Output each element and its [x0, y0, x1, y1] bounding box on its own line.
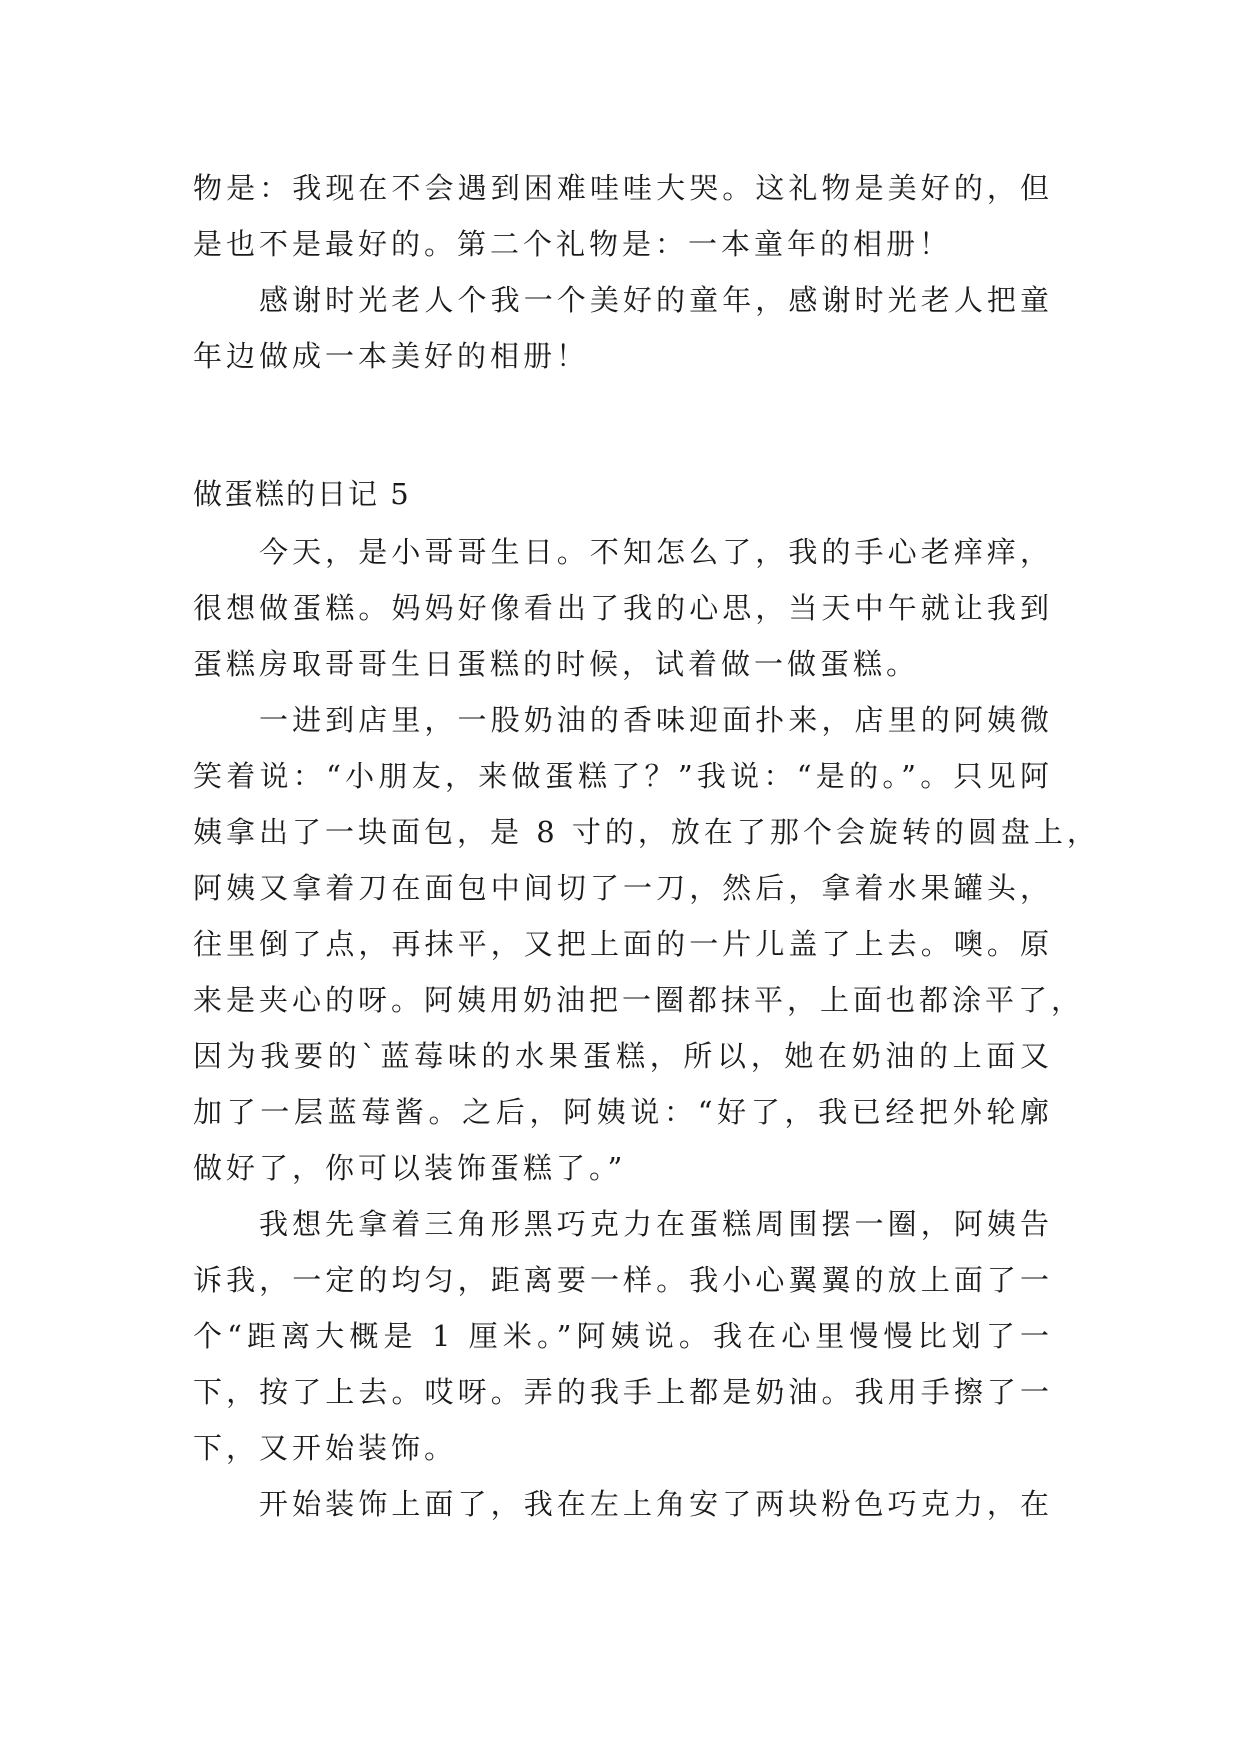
- text-line: 个“距离大概是 1 厘米。”阿姨说。我在心里慢慢比划了一: [193, 1319, 1053, 1353]
- text-line: 往里倒了点，再抹平，又把上面的一片儿盖了上去。噢。原: [193, 927, 1053, 961]
- text-line: 阿姨又拿着刀在面包中间切了一刀，然后，拿着水果罐头，: [193, 871, 1053, 905]
- text-line: 一进到店里，一股奶油的香味迎面扑来，店里的阿姨微: [259, 703, 1053, 737]
- text-line: 因为我要的`蓝莓味的水果蛋糕，所以，她在奶油的上面又: [193, 1039, 1053, 1073]
- text-line: 蛋糕房取哥哥生日蛋糕的时候，试着做一做蛋糕。: [193, 647, 920, 681]
- text-line: 开始装饰上面了，我在左上角安了两块粉色巧克力，在: [259, 1487, 1053, 1521]
- paragraph-6: [193, 1476, 1053, 1532]
- text-line: 是也不是最好的。第二个礼物是：一本童年的相册！: [193, 227, 953, 261]
- paragraph-1: [193, 160, 1053, 272]
- text-line: 笑着说：“小朋友，来做蛋糕了？”我说：“是的。”。只见阿: [193, 759, 1053, 793]
- document-body: [193, 160, 1100, 1532]
- text-line: 做好了，你可以装饰蛋糕了。”: [193, 1151, 627, 1185]
- text-line: 诉我，一定的均匀，距离要一样。我小心翼翼的放上面了一: [193, 1263, 1053, 1297]
- text-line: 加了一层蓝莓酱。之后，阿姨说：“好了，我已经把外轮廓: [193, 1095, 1053, 1129]
- text-line: 下，又开始装饰。: [193, 1431, 458, 1465]
- text-line: 来是夹心的呀。阿姨用奶油把一圈都抹平，上面也都涂平了，: [193, 983, 1085, 1017]
- paragraph-4: [193, 692, 1100, 1196]
- paragraph-2: [193, 272, 1053, 384]
- text-line: 感谢时光老人个我一个美好的童年，感谢时光老人把童: [259, 283, 1053, 317]
- text-line: 下，按了上去。哎呀。弄的我手上都是奶油。我用手擦了一: [193, 1375, 1053, 1409]
- text-line: 我想先拿着三角形黑巧克力在蛋糕周围摆一圈，阿姨告: [259, 1207, 1053, 1241]
- text-line: 年边做成一本美好的相册！: [193, 339, 590, 373]
- paragraph-5: [193, 1196, 1053, 1476]
- text-line: 物是：我现在不会遇到困难哇哇大哭。这礼物是美好的，但: [193, 171, 1053, 205]
- text-line: 今天，是小哥哥生日。不知怎么了，我的手心老痒痒，: [259, 535, 1053, 569]
- text-line: 姨拿出了一块面包，是 8 寸的，放在了那个会旋转的圆盘上，: [193, 815, 1100, 849]
- section-gap: [193, 384, 1053, 464]
- paragraph-3: [193, 524, 1053, 692]
- section-heading: 做蛋糕的日记 5: [193, 477, 411, 511]
- text-line: 很想做蛋糕。妈妈好像看出了我的心思，当天中午就让我到: [193, 591, 1053, 625]
